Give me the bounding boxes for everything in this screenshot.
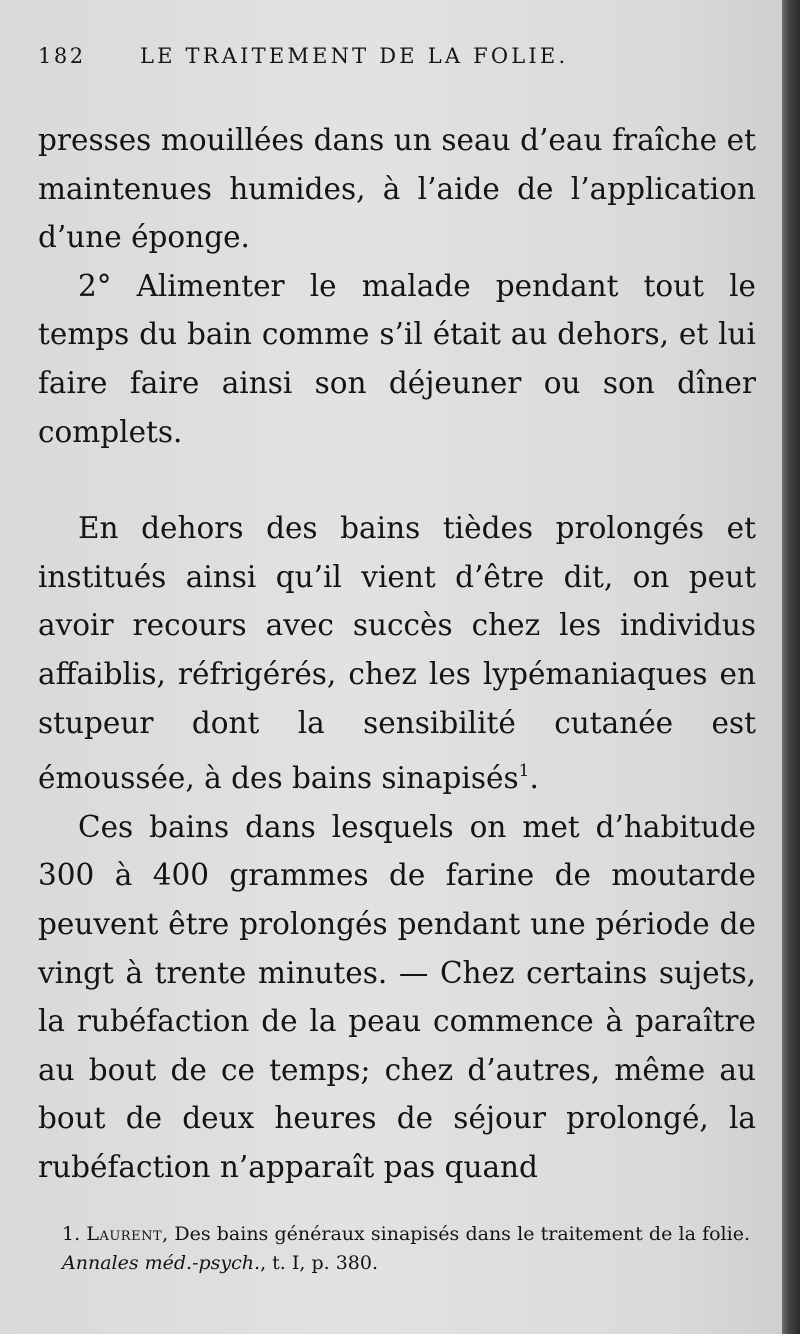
paragraph-sinapised-baths [38, 504, 756, 803]
running-title: LE TRAITEMENT DE LA FOLIE. [140, 44, 569, 68]
paragraph-continuation: presses mouillées dans un seau d’eau fraîche et maintenues humides, à l’aide de l’application d’une éponge. [38, 123, 756, 255]
running-header [38, 44, 738, 78]
footnote-citation-details: , t. I, p. 380. [260, 1252, 379, 1274]
footnote-number: 1. [62, 1223, 81, 1245]
page-edge-shadow [782, 0, 800, 1334]
paragraph-mustard-baths: Ces bains dans lesquels on met d’habitude 300 à 400 grammes de farine de moutarde peuvent être prolongés pendant une période de vingt à trente minutes. — Chez certains sujets, la rubéfaction de la peau commence à paraître au bout de ce temps; chez d’autres, même au bout de deux heures de séjour prolongé, la rubéfaction n’apparaît pas quand [38, 809, 756, 1184]
footnote-author: Laurent [86, 1223, 163, 1245]
footnote-journal: Annales méd.-psych. [62, 1252, 261, 1274]
footnote [62, 1220, 750, 1278]
paragraph-end-period: . [529, 761, 539, 796]
footnote-reference-marker: 1 [518, 761, 530, 782]
paragraph-sinapised-baths-text: En dehors des bains tièdes prolongés et institués ainsi qu’il vient d’être dit, on peut avoir recours avec succès chez les individus affaiblis, réfrigérés, chez les lypémaniaques en stupeur dont la sensibilité cutanée est émoussée, à des bains sinapisés [38, 511, 756, 796]
page-number: 182 [38, 44, 86, 68]
paragraph-second-point: 2° Alimenter le malade pendant tout le temps du bain comme s’il était au dehors, et lui faire faire ainsi son déjeuner ou son dîner complets. [38, 268, 756, 449]
main-text [38, 116, 756, 1191]
footnote-title: , Des bains généraux sinapisés dans le traitement de la folie. [162, 1223, 750, 1245]
